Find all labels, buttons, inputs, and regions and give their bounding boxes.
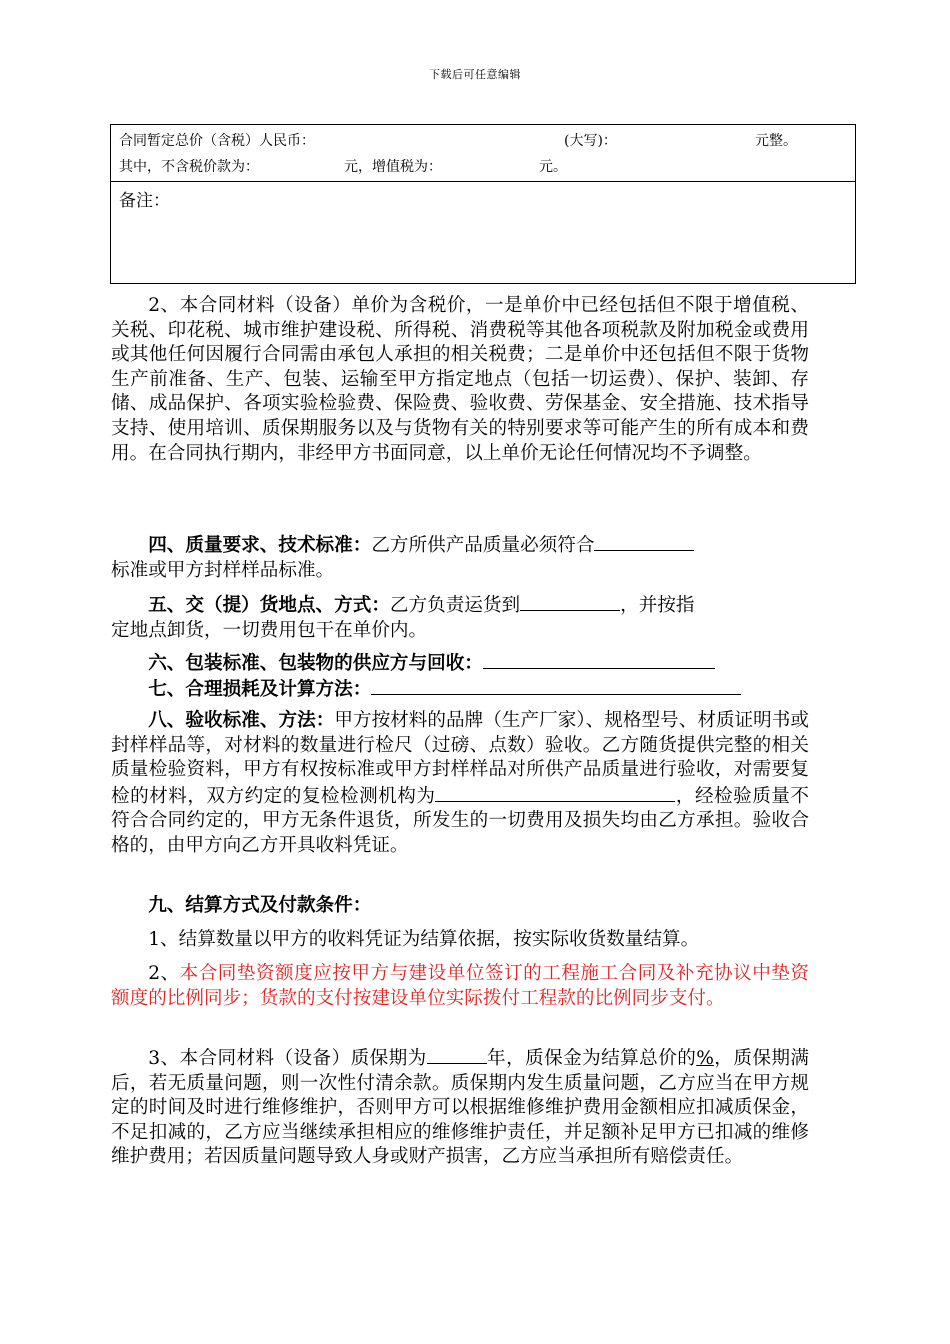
section-8-title: 八、验收标准、方法：: [148, 710, 335, 731]
packaging-blank: [483, 650, 715, 669]
section-8-text1: 甲方按材料的品牌（生产厂家）、规格型号、材质证明书或封样样品等，对材料的数量进行检尺（过磅、点数）验收。乙方随货提供完整的相关质量检验资料，甲方有权按标准或甲方封样样品对所供产品质量进行验收，对需要复检的材料，双方约定的复检检测机构为: [111, 710, 809, 807]
section-9-item-2: [111, 962, 809, 1011]
warranty-percent: %: [696, 1048, 714, 1069]
item-3-text-a: 3、本合同材料（设备）质保期为: [148, 1048, 427, 1069]
remark-row: [111, 182, 855, 284]
loss-calc-blank: [371, 676, 741, 695]
yuan-end-label: 元。: [539, 159, 567, 175]
daxie-label: (大写)：: [564, 133, 617, 149]
item-2-red-text: 本合同垫资额度应按甲方与建设单位签订的工程施工合同及补充协议中垫资额度的比例同步；货款的支付按建设单位实际拨付工程款的比例同步支付。: [111, 963, 809, 1009]
section-9-item-3: [111, 1045, 809, 1170]
section-4-title: 四、质量要求、技术标准：: [148, 535, 372, 556]
section-8-text2: ，经检验质量不符合合同约定的，甲方无条件退货，所发生的一切费用及损失均由乙方承担。验收合格的，由甲方向乙方开具收料凭证。: [111, 785, 809, 856]
section-7: [111, 676, 809, 703]
yuan-zheng-label: 元整。: [755, 133, 797, 149]
price-row: [111, 125, 855, 182]
pretax-label: 其中，不含税价款为：: [119, 159, 259, 175]
item-3-text-c: ，质保期满后，若无质量问题，则一次性付清余款。质保期内发生质量问题，乙方应当在甲方规定的时间及时进行维修维护，否则甲方可以根据维修维护费用金额相应扣减质保金，不足扣减的，乙方应当继续承担相应的维修维护责任，并足额补足甲方已扣减的维修维护费用；若因质量问题导致人身或财产损害，乙方应当承担所有赔偿责任。: [111, 1048, 809, 1168]
section-4-text: 乙方所供产品质量必须符合: [371, 535, 595, 556]
section-4: [111, 532, 809, 583]
section-6-title: 六、包装标准、包装物的供应方与回收：: [148, 653, 483, 674]
page-header: 下载后可任意编辑: [429, 68, 521, 81]
remark-label: 备注：: [119, 191, 170, 211]
section-5-tail: 定地点卸货，一切费用包干在单价内。: [111, 619, 428, 641]
delivery-place-blank: [520, 592, 620, 611]
section-4-tail: 标准或甲方封样样品标准。: [111, 559, 335, 581]
section-9-item-1: 1、结算数量以甲方的收料凭证为结算依据，按实际收货数量结算。: [148, 929, 700, 950]
price-table: [110, 124, 856, 284]
section-5-text: 乙方负责运货到: [389, 595, 521, 616]
section-5-title: 五、交（提）货地点、方式：: [148, 595, 390, 616]
item-3-text-b: 年，质保金为结算总价的: [486, 1048, 697, 1069]
vat-label: 元，增值税为：: [344, 159, 442, 175]
item-2-number: 2、: [148, 963, 180, 984]
section-6: [111, 650, 809, 677]
unit-price-clause: 2、本合同材料（设备）单价为含税价，一是单价中已经包括但不限于增值税、关税、印花税、城市维护建设税、所得税、消费税等其他各项税款及附加税金或费用或其他任何因履行合同需由承包人承担的相关税费；二是单价中还包括但不限于货物生产前准备、生产、包装、运输至甲方指定地点（包括一切运费）、保护、装卸、存储、成品保护、各项实验检验费、保险费、验收费、劳保基金、安全措施、技术指导支持、使用培训、质保期服务以及与货物有关的特别要求等可能产生的所有成本和费用。在合同执行期内，非经甲方书面同意，以上单价无论任何情况均不予调整。: [111, 295, 809, 464]
warranty-years-blank: [427, 1045, 487, 1064]
section-8: [111, 709, 809, 859]
inspection-agency-blank: [435, 783, 675, 802]
total-price-label: 合同暂定总价（含税）人民币：: [119, 133, 315, 149]
section-5-mid: ，并按指: [620, 595, 695, 616]
section-7-title: 七、合理损耗及计算方法：: [148, 679, 372, 700]
quality-standard-blank: [594, 532, 694, 551]
section-9-title: 九、结算方式及付款条件：: [148, 895, 372, 916]
section-5: [111, 592, 809, 643]
